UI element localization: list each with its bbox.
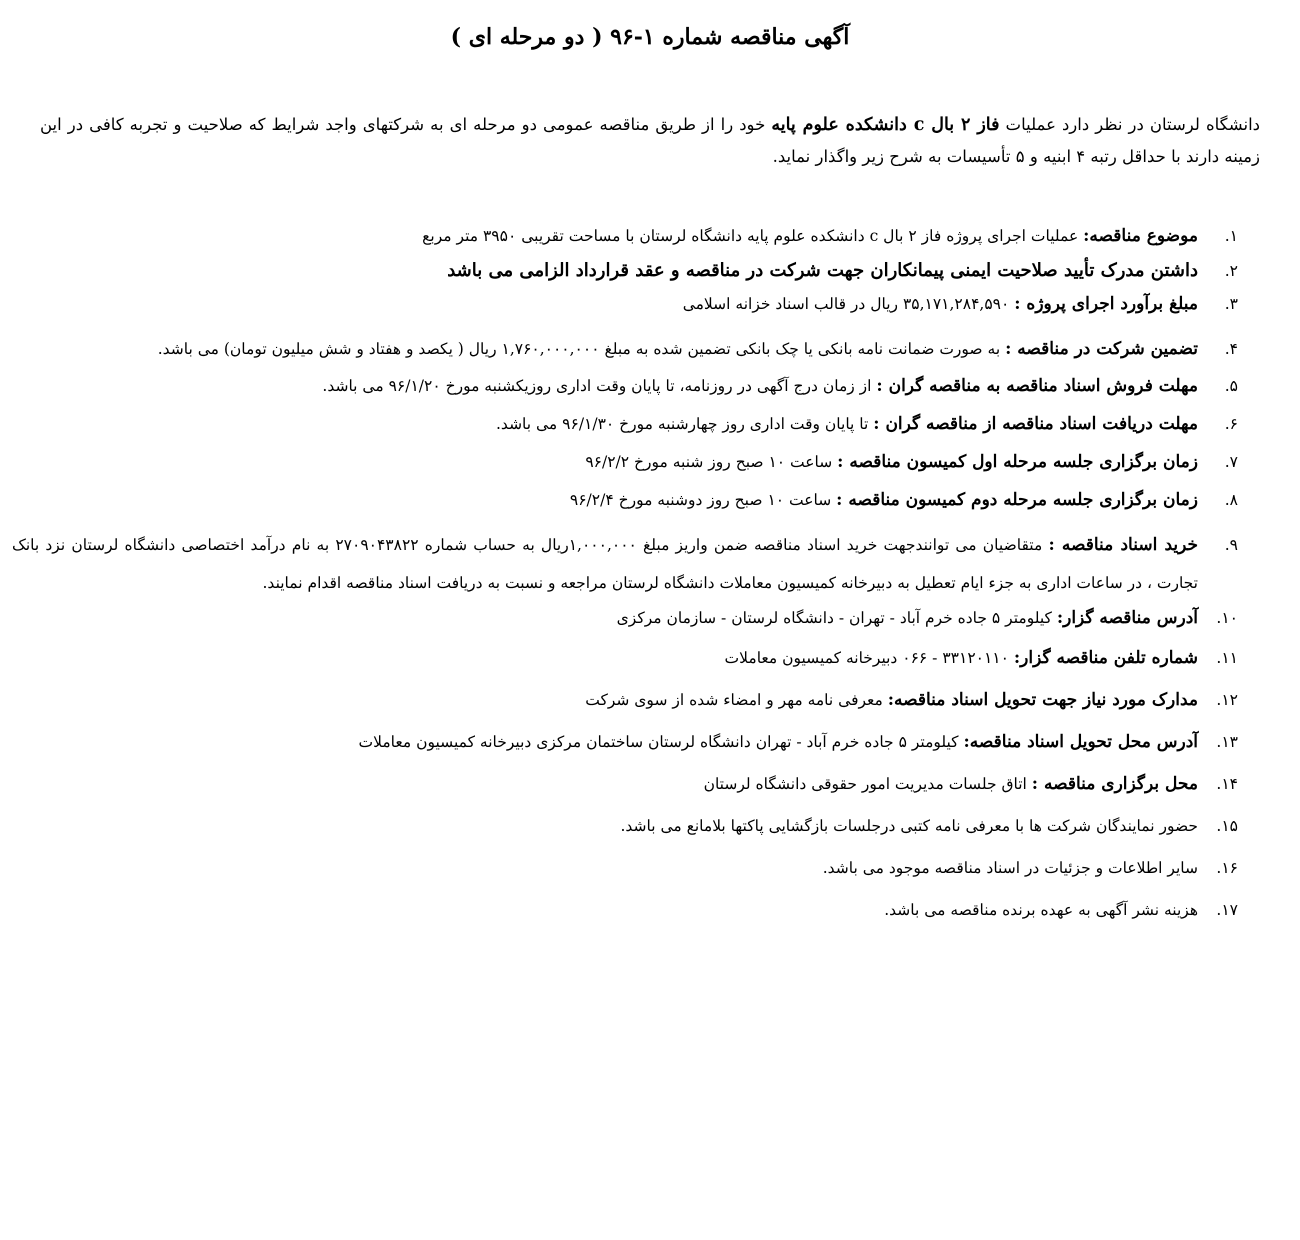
item-number: ۱۶. (1216, 859, 1238, 877)
item-number: ۶. (1224, 415, 1238, 433)
item-label: مهلت فروش اسناد مناقصه به مناقصه گران : (876, 376, 1198, 396)
item-label: محل برگزاری مناقصه : (1031, 774, 1198, 794)
list-item (12, 330, 1238, 368)
item-number: ۳. (1224, 295, 1238, 313)
item-number: ۲. (1224, 262, 1238, 280)
intro-text-part2: خود را از طریق مناقصه عمومی دو مرحله ای به شرکتهای واجد شرایط که صلاحیت و تجربه کافی در این زمینه دارند با حداقل رتبه ۴ ابنیه و ۵ تأسیسات به شرح زیر واگذار نماید. (40, 114, 1260, 166)
list-item (12, 374, 1238, 398)
list-item (12, 688, 1238, 712)
item-text: سایر اطلاعات و جزئیات در اسناد مناقصه موجود می باشد. (822, 859, 1198, 877)
list-item (12, 224, 1238, 248)
intro-project-name: فاز ۲ بال c دانشکده علوم پایه (771, 114, 1000, 135)
item-label: زمان برگزاری جلسه مرحله اول کمیسون مناقصه : (837, 452, 1198, 472)
list-item (12, 292, 1238, 316)
item-text: ساعت ۱۰ صبح روز شنبه مورخ ۹۶/۲/۲ (585, 453, 838, 471)
item-label: مهلت دریافت اسناد مناقصه از مناقصه گران : (873, 414, 1198, 434)
list-item (12, 856, 1238, 880)
item-number: ۱۲. (1216, 691, 1238, 709)
item-number: ۱. (1224, 227, 1238, 245)
list-item (12, 412, 1238, 436)
item-label: زمان برگزاری جلسه مرحله دوم کمیسون مناقصه : (836, 490, 1198, 510)
notice-title: آگهی مناقصه شماره ۱-۹۶ ( دو مرحله ای ) (450, 24, 850, 50)
list-item (12, 488, 1238, 512)
item-number: ۷. (1224, 453, 1238, 471)
list-item (12, 646, 1238, 670)
item-number: ۵. (1224, 377, 1238, 395)
intro-paragraph (40, 109, 1260, 172)
item-number: ۱۷. (1216, 901, 1238, 919)
item-number: ۱۵. (1216, 817, 1238, 835)
list-item (12, 450, 1238, 474)
item-label: مبلغ برآورد اجرای پروژه : (1014, 294, 1198, 314)
list-item (12, 814, 1238, 838)
item-text: از زمان درج آگهی در روزنامه، تا پایان وقت اداری روزیکشنبه مورخ ۹۶/۱/۲۰ می باشد. (322, 377, 877, 395)
list-item (12, 606, 1238, 630)
conditions-list (12, 224, 1238, 922)
item-label: آدرس مناقصه گزار: (1056, 608, 1198, 628)
list-item (12, 526, 1238, 602)
item-label: آدرس محل تحویل اسناد مناقصه: (963, 732, 1198, 752)
item-text: ۳۵,۱۷۱,۲۸۴,۵۹۰ ریال در قالب اسناد خزانه اسلامی (682, 295, 1015, 313)
intro-text-part1: دانشگاه لرستان در نظر دارد عملیات (999, 114, 1261, 134)
item-text: هزینه نشر آگهی به عهده برنده مناقصه می باشد. (884, 901, 1198, 919)
list-item (12, 730, 1238, 754)
item-text: عملیات اجرای پروژه فاز ۲ بال c دانشکده علوم پایه دانشگاه لرستان با مساحت تقریبی ۳۹۵۰ متر مربع (422, 227, 1084, 245)
item-text: معرفی نامه مهر و امضاء شده از سوی شرکت (585, 691, 888, 709)
item-label: مدارک مورد نیاز جهت تحویل اسناد مناقصه: (887, 690, 1198, 710)
item-text: حضور نمایندگان شرکت ها با معرفی نامه کتبی درجلسات بازگشایی پاکتها بلامانع می باشد. (620, 817, 1198, 835)
item-text: ساعت ۱۰ صبح روز دوشنبه مورخ ۹۶/۲/۴ (569, 491, 837, 509)
item-number: ۹. (1224, 536, 1238, 554)
item-number: ۱۰. (1216, 609, 1238, 627)
item-number: ۱۱. (1216, 649, 1238, 667)
list-item (12, 898, 1238, 922)
item-label: موضوع مناقصه: (1083, 226, 1198, 246)
item-number: ۱۴. (1216, 775, 1238, 793)
item-text: به صورت ضمانت نامه بانکی یا چک بانکی تضمین شده به مبلغ ۱,۷۶۰,۰۰۰,۰۰۰ ریال ( یکصد و هفتاد و شش میلیون تومان) می باشد. (157, 340, 1006, 358)
item-text: تا پایان وقت اداری روز چهارشنبه مورخ ۹۶/۱/۳۰ می باشد. (496, 415, 874, 433)
item-text: متقاضیان می توانندجهت خرید اسناد مناقصه ضمن واریز مبلغ ۱,۰۰۰,۰۰۰ریال به حساب شماره ۲۷۰۹۰۴۳۸۲۲ به نام درآمد اختصاصی دانشگاه لرستان نزد بانک تجارت ، در ساعات اداری به جزء ایام تعطیل به دبیرخانه کمیسیون معاملات دانشگاه لرستان مراجعه و نسبت به دریافت اسناد مناقصه اقدام نمایند. (12, 536, 1198, 592)
item-label: شماره تلفن مناقصه گزار: (1013, 648, 1198, 668)
list-item (12, 772, 1238, 796)
item-label: داشتن مدرک تأیید صلاحیت ایمنی پیمانکاران جهت شرکت در مناقصه و عقد قرارداد الزامی می باشد (447, 260, 1198, 281)
item-number: ۸. (1224, 491, 1238, 509)
item-text: اتاق جلسات مدیریت امور حقوقی دانشگاه لرستان (703, 775, 1032, 793)
list-item (12, 259, 1238, 283)
item-number: ۱۳. (1216, 733, 1238, 751)
item-text: ۳۳۱۲۰۱۱۰ - ۰۶۶ دبیرخانه کمیسیون معاملات (724, 649, 1014, 667)
item-label: تضمین شرکت در مناقصه : (1005, 339, 1198, 359)
item-text: کیلومتر ۵ جاده خرم آباد - تهران - دانشگاه لرستان - سازمان مرکزی (616, 609, 1057, 627)
item-text: کیلومتر ۵ جاده خرم آباد - تهران دانشگاه لرستان ساختمان مرکزی دبیرخانه کمیسیون معاملات (358, 733, 964, 751)
item-label: خرید اسناد مناقصه : (1048, 535, 1199, 555)
item-number: ۴. (1224, 340, 1238, 358)
